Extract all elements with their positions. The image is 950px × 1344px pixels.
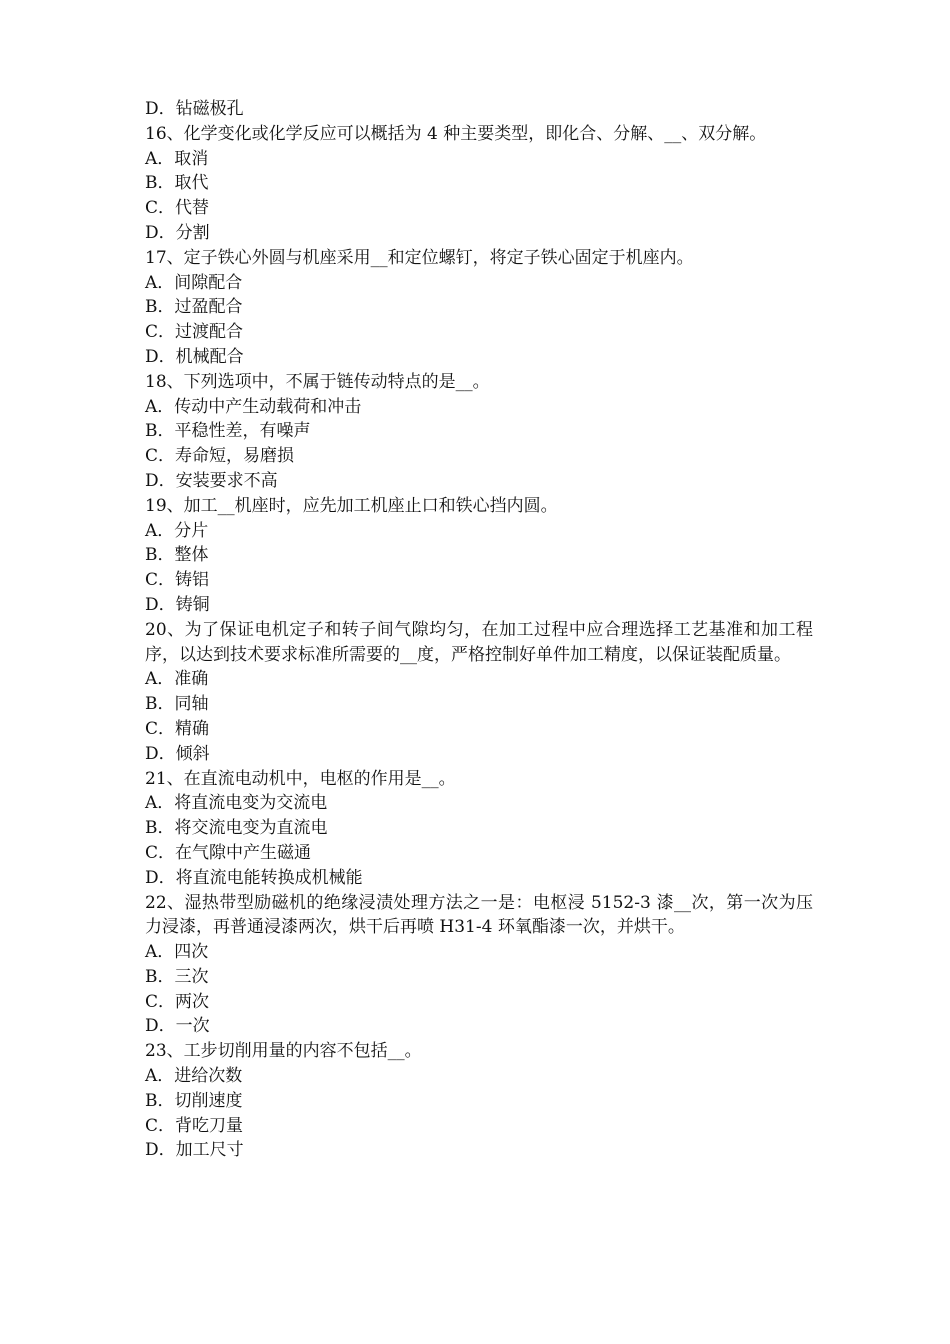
option-a: A．传动中产生动载荷和冲击 — [145, 396, 362, 417]
question-stem: 18、下列选项中，不属于链传动特点的是__。 — [145, 371, 490, 392]
option-d: D．安装要求不高 — [145, 470, 278, 491]
lead-option: D．钻磁极孔 — [145, 99, 244, 119]
option-c: C．在气隙中产生磁通 — [145, 842, 312, 863]
question-20 — [145, 618, 813, 767]
option-d: D．倾斜 — [145, 743, 210, 764]
option-d: D．加工尺寸 — [145, 1140, 244, 1161]
option-a: A．间隙配合 — [145, 272, 243, 293]
question-17 — [145, 246, 813, 370]
question-stem: 16、化学变化或化学反应可以概括为 4 种主要类型，即化合、分解、__、双分解。 — [145, 123, 767, 144]
option-a: A．四次 — [145, 942, 209, 963]
option-d: D．一次 — [145, 1016, 210, 1037]
question-stem: 20、为了保证电机定子和转子间气隙均匀，在加工过程中应合理选择工艺基准和加工程序，以达到技术要求标准所需要的__度，严格控制好单件加工精度，以保证装配质量。 — [145, 619, 813, 665]
question-stem: 17、定子铁心外圆与机座采用__和定位螺钉，将定子铁心固定于机座内。 — [145, 247, 694, 268]
option-a: A．将直流电变为交流电 — [145, 793, 328, 814]
option-a: A．进给次数 — [145, 1066, 243, 1087]
option-b: B．平稳性差，有噪声 — [145, 421, 311, 442]
option-b: B．过盈配合 — [145, 297, 243, 318]
option-d: D．机械配合 — [145, 346, 244, 367]
option-d: D．将直流电能转换成机械能 — [145, 867, 363, 888]
question-23 — [145, 1039, 813, 1163]
question-stem: 19、加工__机座时，应先加工机座止口和铁心挡内圆。 — [145, 495, 558, 516]
option-c: C．寿命短，易磨损 — [145, 446, 295, 467]
option-c: C．代替 — [145, 198, 210, 219]
question-16 — [145, 122, 813, 246]
option-c: C．过渡配合 — [145, 322, 244, 343]
option-b: B．将交流电变为直流电 — [145, 818, 328, 839]
question-22 — [145, 891, 813, 1040]
question-19 — [145, 494, 813, 618]
document-page — [145, 97, 813, 1163]
option-a: A．准确 — [145, 669, 209, 690]
option-c: C．精确 — [145, 718, 210, 739]
option-c: C．两次 — [145, 991, 210, 1012]
option-b: B．三次 — [145, 966, 209, 987]
question-stem: 23、工步切削用量的内容不包括__。 — [145, 1041, 422, 1062]
option-a: A．分片 — [145, 520, 209, 541]
option-c: C．铸铝 — [145, 570, 210, 591]
option-b: B．切削速度 — [145, 1090, 243, 1111]
option-b: B．同轴 — [145, 694, 209, 715]
question-21 — [145, 767, 813, 891]
option-d: D．分割 — [145, 222, 210, 243]
option-b: B．取代 — [145, 173, 209, 194]
question-stem: 22、湿热带型励磁机的绝缘浸渍处理方法之一是：电枢浸 5152-3 漆__次，第一次为压力浸漆，再普通浸漆两次，烘干后再喷 H31-4 环氧酯漆一次，并烘干。 — [145, 892, 813, 938]
question-stem: 21、在直流电动机中，电枢的作用是__。 — [145, 768, 456, 789]
question-18 — [145, 370, 813, 494]
option-d: D．铸铜 — [145, 594, 210, 615]
option-a: A．取消 — [145, 148, 209, 169]
option-b: B．整体 — [145, 545, 209, 566]
option-c: C．背吃刀量 — [145, 1115, 244, 1136]
